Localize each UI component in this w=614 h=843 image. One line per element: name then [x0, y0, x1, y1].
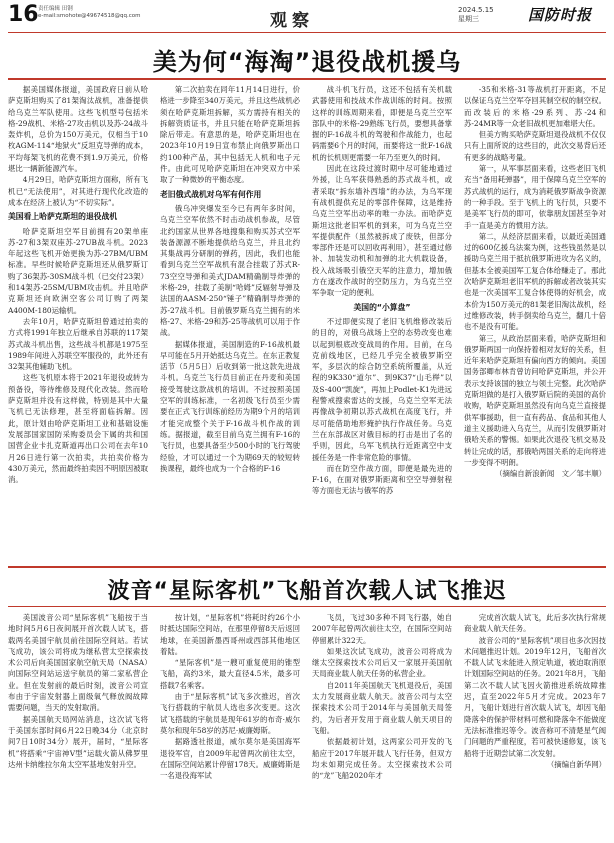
paragraph: 按计划，“星际客机”将耗时约26个小时抵达国际空间站，在那里停留8天后返回地球，在美国新墨西哥州或西部其他地区着陆。 [160, 613, 300, 656]
paragraph: 第三，从政治层面来看，哈萨克斯坦和俄罗斯两国一向保持着相对友好的关系，但近年来哈萨克斯坦有偏向西方的倾向。美国国务部卿布林肯曾访问哈萨克斯坦，并公开表示支持该国的独立与领土完整。此次哈萨克斯坦做的是打入俄罗斯后院的美国的高价收购，哈萨克斯坦虽然没有向乌克兰直接提供军事援助，但一直有药品、食品和其他人道主义援助进入乌克兰，从而引发俄罗斯对俄哈关系的警惕。如果此次退役飞机交易及转让完成的话，那俄哈两国关系的走向将进一步变得不明朗。 [464, 333, 606, 467]
subheading: 美国的“小算盘” [353, 302, 411, 312]
paragraph: 但美方购买哈萨克斯坦退役战机不仅仅只有上面所说的这些目的，此次交易背后还有更多的战略考量。 [464, 130, 606, 162]
article-divider [8, 566, 606, 568]
paragraph: 据美国媒体报道，美国政府日前从哈萨克斯坦购买了81架淘汰战机，准备提供给乌克兰军队使用。这些飞机型号包括米格-29战机、米格-27攻击机以及苏-24战斗轰炸机，总价为150万美元，仅相当于10枚AGM-114“地狱火”反坦克导弹的成本，平均每架飞机的花费不到1.9万美元，价格堪比一辆新能源汽车。 [8, 85, 148, 174]
paragraph: 据美国航天局网站消息，这次试飞将于美国东部时间6月22日晚34分（北京时间7日10时34分）展开，届时，“星际客机”将搭乘“宇宙神V型”运载火箭从佛罗里达州卡纳维拉尔角太空军基地发射升空。 [8, 714, 148, 769]
paper-logo: 国防时报 [528, 6, 593, 24]
issue-date-value: 2024.5.15 [458, 6, 494, 14]
paragraph: 美国波音公司“星际客机”飞船按于当地时间5月6日夜间展开首次载人试飞，搭载两名美国宇航员前往国际空间站。若试飞成功，该公司将成为继私营太空探索技术公司后向美国国家航空航天局（NASA）向国际空间站运送宇航员的第二家私营企业。但在发射前的最后时刻，波音公司宣布由于宇宙发射器上面级氧气释放阀故障需要问题，当天的发射取消。 [8, 613, 148, 713]
article2-column-3 [312, 612, 452, 838]
editor-info [38, 6, 140, 20]
article1-column-1 [8, 84, 148, 558]
masthead [0, 0, 614, 34]
paragraph: 去年10月，哈萨克斯坦曾通过拍卖的方式将1991年独立后继承自苏联的117架苏式战斗机出售，这些战斗机都是1975至1989年间进入苏联空军服役的，此外还有32架其他辅助飞机。 [8, 316, 148, 372]
article2-column-1 [8, 612, 148, 838]
paragraph: 据媒体报道，美国制造的F-16战机最早可能在5月开始抵达乌克兰。在东正教复活节（5月5日）后收到第一批这款先进战斗机。乌克兰飞行员目前正在丹麦和美国接受驾驶这款战机的培训。不过按照美国空军的训练标准，一名初级飞行员至少需要在正式飞行训练前经历为期9个月的培训才能完成整个关于F-16战斗机作战的训练。据报道，截至目前乌克兰拥有F-16的飞行员，也要具备至少500小时的飞行驾驶经验，才可以通过一个为期69天的较短转换课程，最终也成为一个合格的F-16 [160, 339, 300, 473]
paragraph: 波音公司的“星际客机”项目也多次因技术问题推迟计划。2019年12月，飞船首次不载人试飞未能进入预定轨道，被迫取消原计划国际空间站的任务。2021年8月，飞船第二次不载人试飞因火箭推进系统故障推迟，直至2022年5月才完成。2023年7月，飞船计划进行首次载人试飞，却因飞船降落伞的保护带材料可燃和降落伞不能做度无法标准推迟等令。波音称可不清楚星气阀门问题的严重程度，若可被快速修复，该飞船将于近期尝试第二次发射。 [464, 635, 606, 758]
paragraph: 自2011年美国航天飞机退役后，美国太力发展商业载人航天。波音公司与太空探索技术公司于2014年与美国航天局签约，为后者开发用于商业载人航天项目的飞船。 [312, 680, 452, 735]
article2-rule [8, 606, 606, 607]
article1-column-4 [464, 84, 606, 558]
paragraph: 而在防空作战方面，即便是最先进的F-16，在面对俄罗斯距离和空空导弹射程等方面也无法与俄军的苏 [312, 463, 452, 496]
paragraph: -35和米格-31等战机打开距离，不足以保证乌克兰空军夺回其制空权的制空权。而改装后的米格-29系列、苏-24和苏-24MR等一众老旧战机更加难堪大任。 [464, 85, 606, 128]
paragraph: 因此在这段过渡时期中尽可能地通过外援，让乌军获得熟悉的苏式战斗机，或者采取“拆东墙补西墙”的办法，为乌军现有战机提供充足的零部件保障，这是维持乌克兰空军出动率的唯一办法。而哈萨克斯坦这批老旧军机的到来，可为乌克兰空军提供配件（虽然被拆成了废铁，但部分零部件还是可以回收再利用），甚至通过修补、加装发动机和加弹的北大机载设备，投入战场吸引俄空天军的注意力，增加俄方在遂改作战时的空防压力，为乌克兰空军争取一定的便利。 [312, 164, 452, 298]
page-number: 16 [8, 2, 39, 27]
issue-weekday: 星期三 [458, 15, 479, 23]
paragraph: 第二次拍卖在同年11月14日进行，价格进一步降至340万美元，并且这些战机必须在哈萨克斯坦拆解，买方需持有相关的拆解资质证书，并且只能在哈萨克斯坦拆除后带走。有意思的是，哈萨克斯坦也在2023年10月19日宣布禁止向俄罗斯出口约100种产品，其中包括无人机和电子元件。由此可见哈萨克斯坦在冲突双方中采取了一种微妙的平衡态度。 [160, 85, 300, 185]
source-credit: （摘编自新华网） [546, 759, 606, 769]
paragraph: 第一，从军事层面来看，这些老旧飞机充当“备用耗弹器”，用于保障乌克兰空军的苏式战机的运行，成为消耗俄罗斯战争资源的一种手段。至于飞机上的飞行员，只要不是美军飞行员的即可，依靠朋友国甚至争对手一直是美方的惯用方法。 [464, 164, 606, 230]
paragraph: 4月29日，哈萨克斯坦方面称，所有飞机已“无法使用”，对其进行现代化改造的成本在经济上被认为“不切实际”。 [8, 175, 148, 207]
article1-headline: 美为何“海淘”退役战机援乌 [152, 48, 462, 76]
paragraph: 哈萨克斯坦空军目前拥有20架单座苏-27和3架双座苏-27UB战斗机。2023年起这些飞机开始更换为苏-27BM/UBM标准。早些时候哈萨克斯坦还从俄罗斯订购了36架苏-30SM战斗机（已交付23架）和14架苏-25SM/UBM攻击机。并且哈萨克斯坦还向欧洲空客公司订购了两架A400M-180运输机。 [8, 226, 148, 315]
paragraph: 不过即便实现了老旧飞机维修改装后的目的，对俄乌战场上空的态势改变也难以起到根底改变战局的作用。目前，在乌克前线地区，已经几乎完全被俄罗斯空军，多层次的综合防空系统所覆盖，从近程的9K330“道尔”、到9K37“山毛榉”以及S-400“凯旋”，再加上Podlet-K1先进远程警戒搜索雷达的支援，乌克兰空军无法再像战争初期以苏式战机在高度飞行，并尽可能借助地形掩护执行作战任务。乌克兰在东部战区对俄目标的打击是出了名的乎则，因此，乌军飞机执行近距离空中支援任务是一件非常危险的事情。 [312, 316, 452, 462]
article1-column-3 [312, 84, 452, 558]
subheading: 美国看上哈萨克斯坦的退役战机 [8, 212, 118, 222]
paragraph: 由于“星际客机”试飞多次推迟，首次飞行搭载的宇航员人选也多次变更。这次试飞搭载的宇航员是现年61岁的布奇·威尔莫尔和现年58岁的苏尼·威廉姆斯。 [160, 692, 300, 735]
paragraph: 战斗机飞行员，这还不包括有关机载武器使用和技战术作战训练的时间。按照这样的训练周期来看，即便是乌克兰空军部队中的米格-29熟练飞行员，要想具备掌握的F-16战斗机的驾驶和作战能力，也起码需要6个月的时间，而要将这一批F-16战机的长机则更需要一年乃至更久的时间。 [312, 85, 452, 162]
editor-email: e-mail:smohote@49674518@qq.com [38, 13, 141, 19]
article1-rule [8, 78, 606, 80]
paragraph: 飞员，飞过30多种不同飞行器，她自2007年起曾两次前往太空，在国际空间站停留累计322天。 [312, 613, 452, 645]
paragraph: 依据最初计划，这两家公司开发的飞船应于2017年展开载人飞行任务，但双方均未如期完成任务。太空探索技术公司的“龙”飞船2020年才 [312, 737, 452, 781]
article2-column-2 [160, 612, 300, 838]
paragraph: 这些飞机原本将于2021年退役或转为预备役，等待维修及现代化改装。然而哈萨克斯坦并没有这样做，特别是其中大量飞机已无法修理，甚至将面临拆解。因此，原计划由哈萨克斯坦工业和基础设施发展部国家国防采购委员会下属的共和国国营企业卡扎克斯道再出口公司在去年10月26日进行第一次拍卖，共拍卖价格为430万美元，然而最终拍卖因不明原因被取消。 [8, 373, 148, 485]
issue-date [458, 6, 494, 24]
article2-column-4 [464, 612, 606, 838]
paragraph: 第二，从经济层面来看，以最近美国通过的600亿援乌法案为例，这些钱虽然是以援助乌克兰用于抵抗俄罗斯进攻为名义的，但基本全被美国军工复合体给赚走了。那此次哈萨克斯坦老旧军机的拆解或者改装其实也是一次美国军工复合体使得的好机会，成本价为150万美元的81架老旧淘汰战机，经过维修改装，转手倒卖给乌克兰，翻几十倍也不是没有可能。 [464, 231, 606, 332]
paragraph: 如果这次试飞成功，波音公司将成为继太空探索技术公司后又一家展开美国航天局商业载人航天任务的私营企业。 [312, 646, 452, 679]
paragraph: “星际客机”是一艘可重复使用的锥型飞船，高约3米，最大直径4.5米，最多可搭载7名乘客。 [160, 658, 300, 690]
paragraph: 据路透社报道，威尔莫尔是美国海军退役军官，自2009年起曾两次前往太空，在国际空间站累计停留178天。威廉姆斯是一名退役海军试 [160, 737, 300, 781]
paragraph: 俄乌冲突爆发至今已有两年多时间，乌克兰空军依然不时击动战机参战，尽管北约国家从世界各地搜集和购买苏式空军装备源源不断地提供给乌克兰，并且北约其集战再分研制的弹药，因此，我们也能看到乌克兰空军战机有混合挂载了苏式R-73空空导弹和美式JDAM精确制导炸弹的米格-29，挂载了美制“哈姆”反辐射导弹及法国的AASM-250“锤子”精确制导炸弹的苏-27战斗机。目前俄罗斯乌克兰拥有的米格-27、米格-29和苏-25等战机可以用于作战。 [160, 203, 300, 338]
paragraph: 完成首次载人试飞，此后多次执行常规商业载人航天任务。 [464, 613, 606, 634]
article1-column-2 [160, 84, 300, 558]
subheading: 老旧俄式战机对乌军有何作用 [160, 189, 262, 199]
section-title: 观察 [270, 11, 314, 31]
article2-headline: 波音“星际客机”飞船首次载人试飞推迟 [107, 579, 507, 604]
masthead-rule [8, 32, 606, 33]
editor-name: 责任编辑 田钢 [38, 6, 73, 12]
source-credit: （摘编自新浪新闻 文／邹丰顺） [495, 469, 606, 479]
